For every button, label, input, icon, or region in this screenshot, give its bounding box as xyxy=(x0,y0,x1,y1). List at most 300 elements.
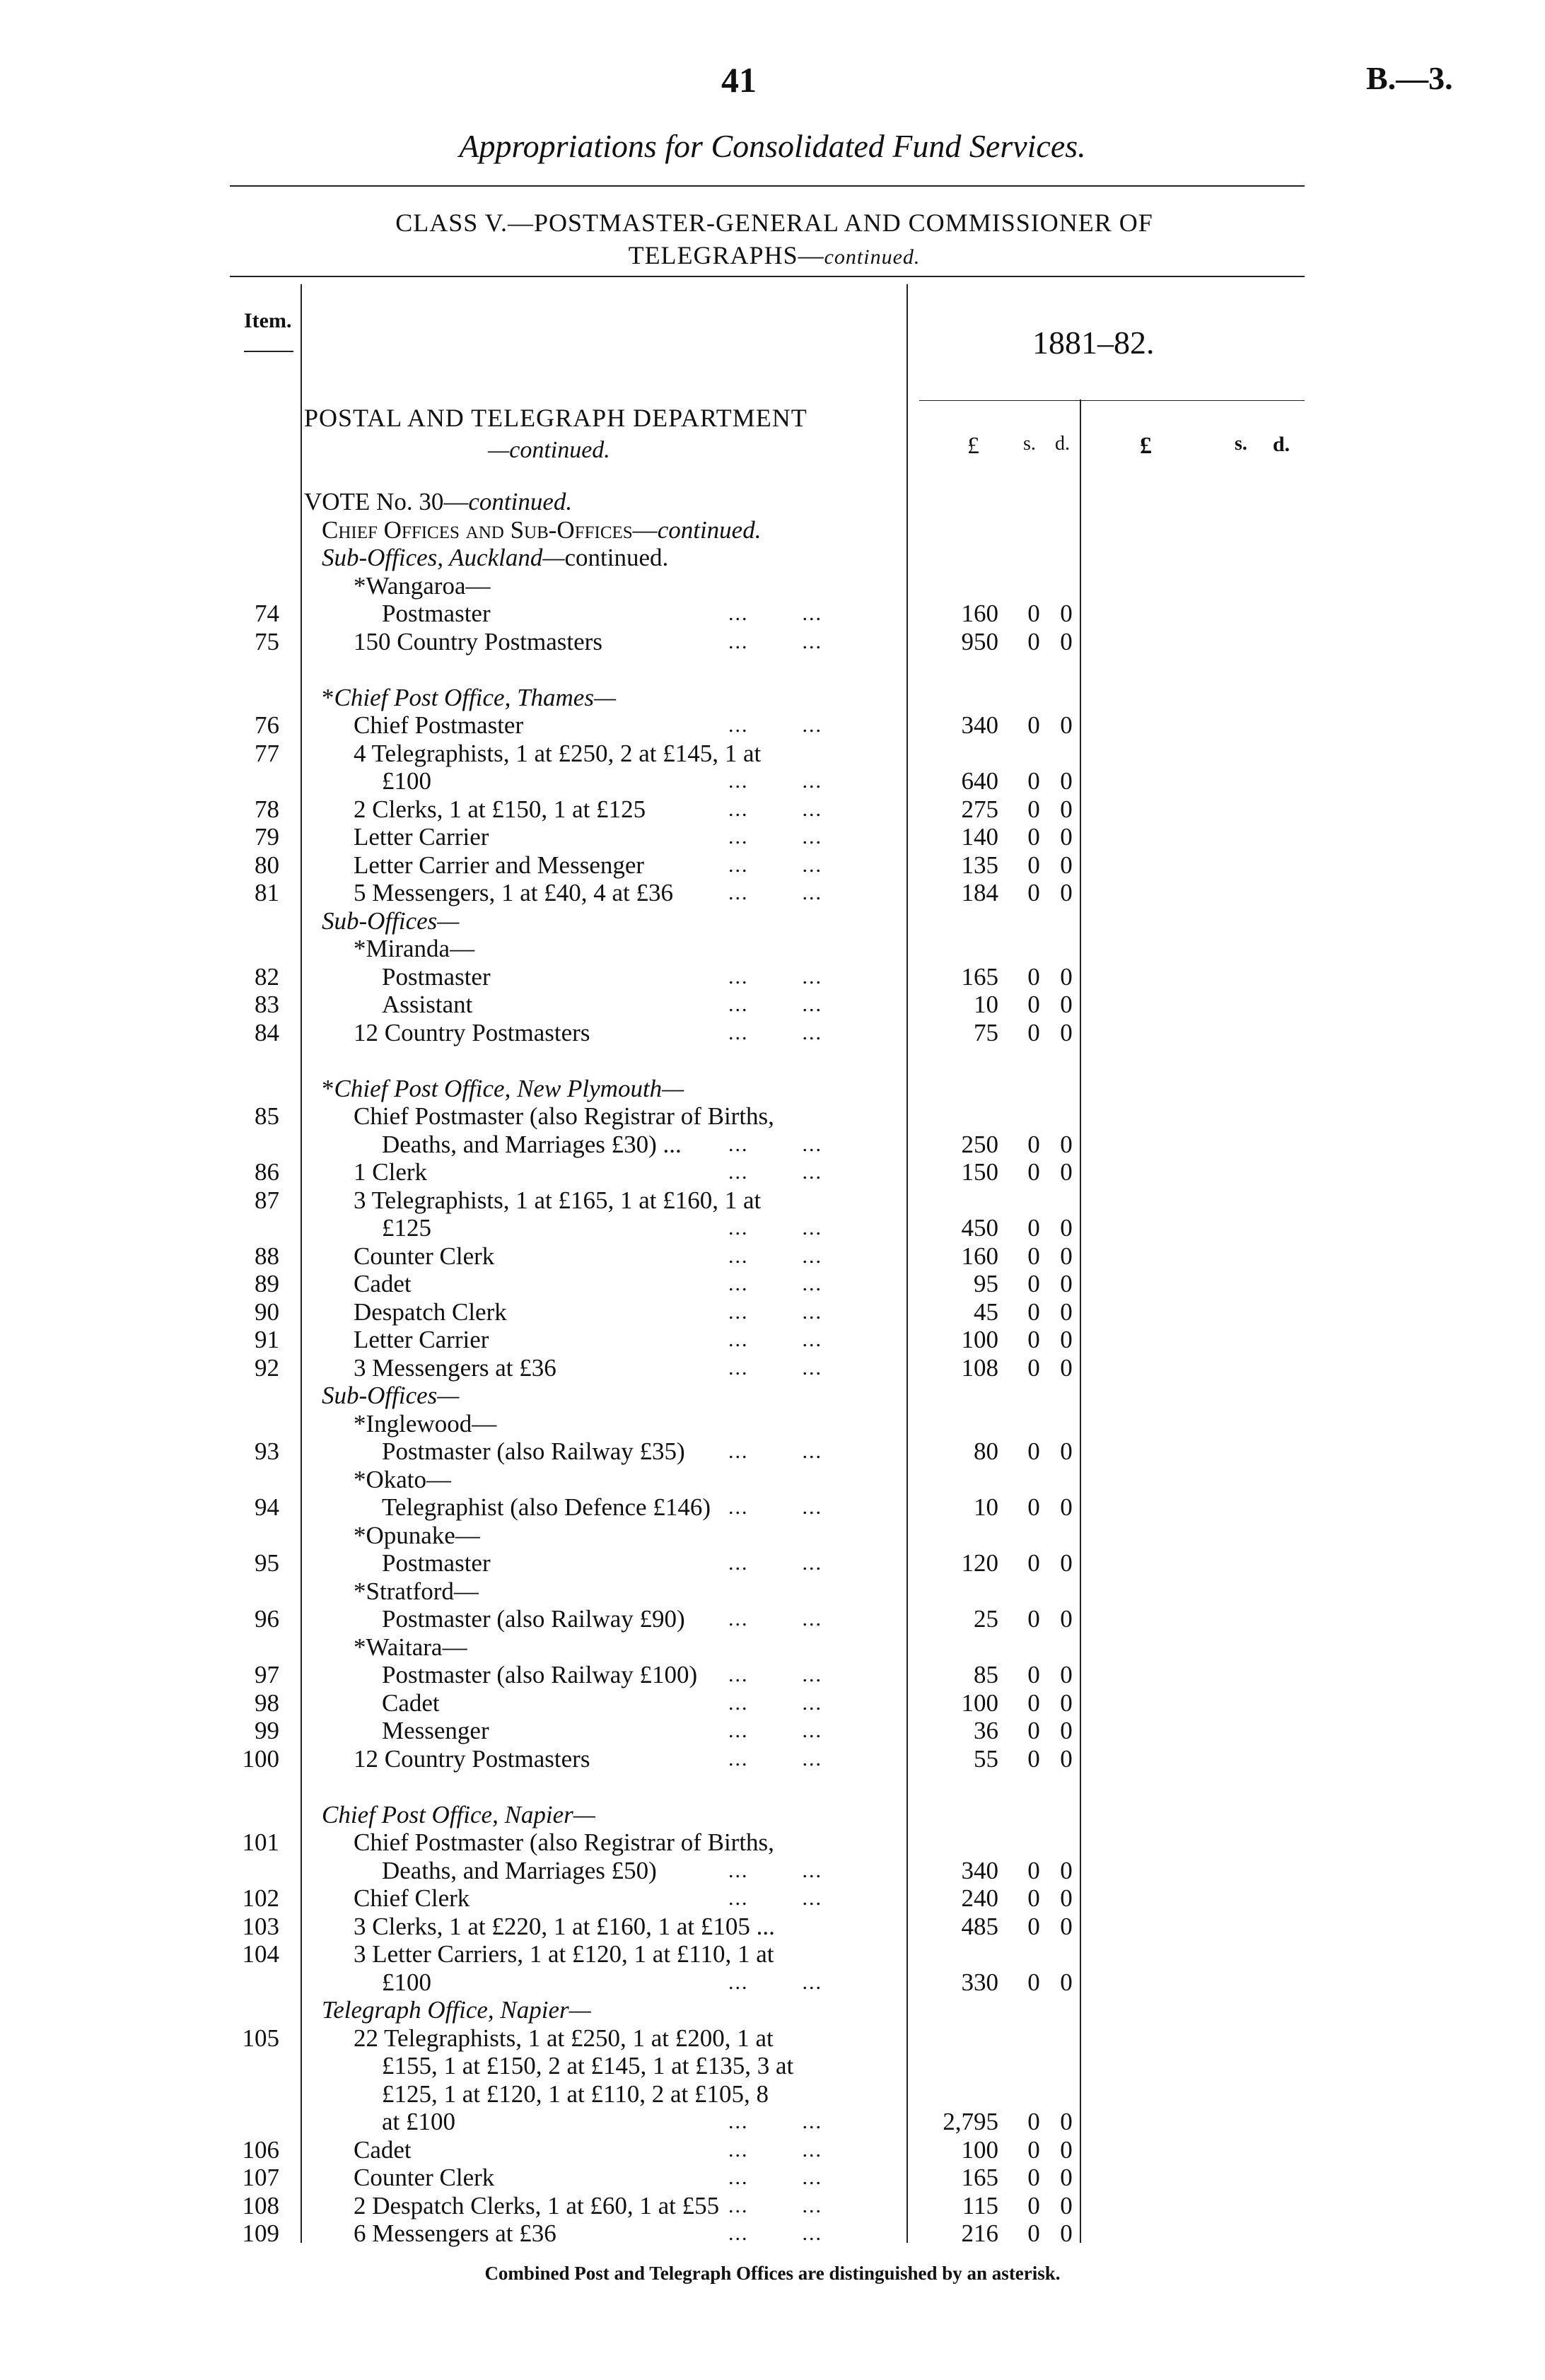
table-row xyxy=(0,1745,1545,1773)
leader-dots: ... ... xyxy=(728,630,822,653)
table-row xyxy=(0,1940,1545,1968)
amount-shillings: 0 xyxy=(1027,1884,1040,1912)
item-description: Postmaster xyxy=(382,963,491,991)
leader-dots: ... ... xyxy=(728,1216,822,1239)
leader-dots: ... ... xyxy=(728,769,822,793)
item-description: 3 Messengers at £36 xyxy=(354,1354,556,1382)
amount-shillings: 0 xyxy=(1027,1493,1040,1521)
amount-shillings: 0 xyxy=(1027,1298,1040,1326)
amount-shillings: 0 xyxy=(1027,1214,1040,1242)
item-number: 74 xyxy=(255,600,279,627)
table-row xyxy=(0,2192,1545,2220)
item-number: 107 xyxy=(242,2164,279,2191)
item-number: 82 xyxy=(255,963,279,991)
amount-pounds: 25 xyxy=(974,1605,998,1633)
table-row xyxy=(0,1633,1545,1662)
amount-pounds: 2,795 xyxy=(943,2108,998,2135)
item-description: Chief Postmaster xyxy=(354,711,524,739)
page-title: Appropriations for Consolidated Fund Services. xyxy=(459,128,1086,164)
table-row xyxy=(0,879,1545,907)
amount-pounds: 115 xyxy=(962,2192,998,2219)
table-row xyxy=(0,1968,1545,1997)
amount-pence: 0 xyxy=(1060,1745,1073,1773)
department-heading: POSTAL AND TELEGRAPH DEPARTMENT xyxy=(304,404,808,432)
item-number: 92 xyxy=(255,1354,279,1382)
table-row xyxy=(0,1382,1545,1410)
amount-shillings: 0 xyxy=(1027,1131,1040,1158)
amount-shillings: 0 xyxy=(1027,2108,1040,2135)
amount-pounds: 165 xyxy=(961,2164,998,2191)
item-description: £125, 1 at £120, 1 at £110, 2 at £105, 8 xyxy=(382,2080,769,2108)
table-row xyxy=(0,2164,1545,2192)
item-number: 95 xyxy=(255,1549,279,1577)
item-number: 79 xyxy=(255,823,279,851)
table-row xyxy=(0,1689,1545,1717)
table-row xyxy=(0,1298,1545,1326)
amount-pence: 0 xyxy=(1060,2136,1073,2164)
item-number: 80 xyxy=(255,851,279,879)
item-description: *Okato— xyxy=(354,1466,452,1493)
item-number: 99 xyxy=(255,1717,279,1744)
table-row xyxy=(0,795,1545,824)
item-header-underline xyxy=(244,351,293,352)
table-row xyxy=(0,1019,1545,1047)
item-description: 4 Telegraphists, 1 at £250, 2 at £145, 1 at xyxy=(354,740,762,767)
amount-pence: 0 xyxy=(1060,1270,1073,1297)
amount-shillings: 0 xyxy=(1027,1270,1040,1297)
amount-shillings: 0 xyxy=(1027,600,1040,627)
leader-dots: ... ... xyxy=(728,1328,822,1351)
item-description: Deaths, and Marriages £50) xyxy=(382,1857,657,1884)
amount-pence: 0 xyxy=(1060,1437,1073,1465)
pounds-header-1: £ xyxy=(967,433,979,459)
table-row xyxy=(0,1242,1545,1271)
amount-pence: 0 xyxy=(1060,2219,1073,2247)
item-description: Postmaster (also Railway £35) xyxy=(382,1437,685,1465)
amount-pounds: 80 xyxy=(974,1437,998,1465)
item-description: *Wangaroa— xyxy=(354,572,491,600)
table-row xyxy=(0,1605,1545,1633)
table-row xyxy=(0,991,1545,1019)
amount-pence: 0 xyxy=(1060,1661,1073,1688)
table-row xyxy=(0,1913,1545,1941)
item-description: £100 xyxy=(382,767,431,795)
item-description: Letter Carrier xyxy=(354,1326,489,1353)
amount-pounds: 640 xyxy=(961,767,998,795)
table-row xyxy=(0,2136,1545,2164)
amount-pence: 0 xyxy=(1060,1717,1073,1744)
table-row xyxy=(0,655,1545,684)
amount-pence: 0 xyxy=(1060,1158,1073,1186)
item-number: 84 xyxy=(255,1019,279,1046)
item-number: 77 xyxy=(255,740,279,767)
amount-shillings: 0 xyxy=(1027,1661,1040,1688)
item-description: *Stratford— xyxy=(354,1577,479,1605)
table-row xyxy=(0,1270,1545,1298)
pence-header-1: d. xyxy=(1055,433,1070,455)
amount-pence: 0 xyxy=(1060,1884,1073,1912)
amount-pounds: 108 xyxy=(961,1354,998,1382)
amount-shillings: 0 xyxy=(1027,2219,1040,2247)
amount-pence: 0 xyxy=(1060,1968,1073,1996)
table-row xyxy=(0,1801,1545,1829)
amount-pounds: 160 xyxy=(961,1242,998,1270)
table-row xyxy=(0,2052,1545,2080)
amount-pounds: 45 xyxy=(974,1298,998,1326)
table-row xyxy=(0,628,1545,656)
leader-dots: ... ... xyxy=(728,798,822,821)
item-number: 105 xyxy=(242,2024,279,2052)
table-row xyxy=(0,1131,1545,1159)
amount-pence: 0 xyxy=(1060,1549,1073,1577)
amount-pence: 0 xyxy=(1060,1857,1073,1884)
leader-dots: ... ... xyxy=(728,1160,822,1184)
item-number: 81 xyxy=(255,879,279,906)
table-row xyxy=(0,1158,1545,1186)
item-description: *Chief Post Office, Thames— xyxy=(322,684,617,711)
item-number: 108 xyxy=(242,2192,279,2219)
amount-pounds: 340 xyxy=(961,711,998,739)
amount-pounds: 160 xyxy=(961,600,998,627)
table-row xyxy=(0,516,1545,544)
item-number: 89 xyxy=(255,1270,279,1297)
table-row xyxy=(0,1996,1545,2024)
amount-shillings: 0 xyxy=(1027,823,1040,851)
amount-pence: 0 xyxy=(1060,2164,1073,2191)
amount-pence: 0 xyxy=(1060,851,1073,879)
table-row xyxy=(0,1046,1545,1075)
table-row xyxy=(0,1773,1545,1801)
leader-dots: ... ... xyxy=(728,993,822,1016)
footnote: Combined Post and Telegraph Offices are distinguished by an asterisk. xyxy=(484,2263,1061,2284)
item-description: *Chief Post Office, New Plymouth— xyxy=(322,1075,684,1102)
table-row xyxy=(0,2108,1545,2136)
item-description: 3 Clerks, 1 at £220, 1 at £160, 1 at £105 ... xyxy=(354,1913,775,1940)
amount-pounds: 85 xyxy=(974,1661,998,1688)
amount-shillings: 0 xyxy=(1027,1605,1040,1633)
table-row xyxy=(0,851,1545,880)
item-description: 22 Telegraphists, 1 at £250, 1 at £200, 1 at xyxy=(354,2024,774,2052)
leader-dots: ... ... xyxy=(728,1021,822,1044)
item-description: 12 Country Postmasters xyxy=(354,1745,590,1773)
table-row xyxy=(0,1326,1545,1354)
leader-dots: ... ... xyxy=(728,1356,822,1379)
leader-dots: ... ... xyxy=(728,2138,822,2162)
amount-pounds: 10 xyxy=(974,991,998,1018)
item-number: 101 xyxy=(242,1828,279,1856)
table-row xyxy=(0,488,1545,516)
amount-pence: 0 xyxy=(1060,1214,1073,1242)
item-number: 91 xyxy=(255,1326,279,1353)
item-number: 75 xyxy=(255,628,279,655)
table-row xyxy=(0,1493,1545,1522)
amount-shillings: 0 xyxy=(1027,1857,1040,1884)
item-description: *Inglewood— xyxy=(354,1410,497,1437)
item-number: 96 xyxy=(255,1605,279,1633)
table-row xyxy=(0,2024,1545,2053)
pounds-header-2: £ xyxy=(1140,433,1152,459)
pence-header-2: d. xyxy=(1273,433,1290,456)
table-row xyxy=(0,1354,1545,1382)
table-row xyxy=(0,935,1545,963)
item-number: 76 xyxy=(255,711,279,739)
item-description: Cadet xyxy=(382,1689,440,1717)
table-row xyxy=(0,1102,1545,1131)
item-description: 3 Letter Carriers, 1 at £120, 1 at £110, 1 at xyxy=(354,1940,774,1968)
item-description: Telegraphist (also Defence £146) xyxy=(382,1493,711,1521)
item-number: 93 xyxy=(255,1437,279,1465)
item-description: Letter Carrier xyxy=(354,823,489,851)
amount-pounds: 216 xyxy=(961,2219,998,2247)
amount-pounds: 250 xyxy=(961,1131,998,1158)
amount-shillings: 0 xyxy=(1027,711,1040,739)
item-number: 88 xyxy=(255,1242,279,1270)
item-column-header: Item. xyxy=(244,309,292,332)
amount-pence: 0 xyxy=(1060,1242,1073,1270)
leader-dots: ... ... xyxy=(728,713,822,737)
amount-pounds: 120 xyxy=(961,1549,998,1577)
item-number: 102 xyxy=(242,1884,279,1912)
amount-shillings: 0 xyxy=(1027,1326,1040,1353)
amount-pounds: 165 xyxy=(961,963,998,991)
item-description: *Opunake— xyxy=(354,1522,480,1549)
item-description: Postmaster (also Railway £100) xyxy=(382,1661,698,1688)
item-description: Chief Postmaster (also Registrar of Births, xyxy=(354,1102,774,1130)
year-header: 1881–82. xyxy=(1032,325,1155,361)
amount-shillings: 0 xyxy=(1027,1549,1040,1577)
page-number: 41 xyxy=(721,60,757,100)
amount-pounds: 75 xyxy=(974,1019,998,1046)
amount-pounds: 450 xyxy=(961,1214,998,1242)
table-row xyxy=(0,823,1545,851)
class-heading-line2: TELEGRAPHS—continued. xyxy=(628,241,921,269)
class-heading-line1: CLASS V.—POSTMASTER-GENERAL AND COMMISSIONER OF xyxy=(395,209,1153,237)
item-number: 109 xyxy=(242,2219,279,2247)
amount-pence: 0 xyxy=(1060,1605,1073,1633)
leader-dots: ... ... xyxy=(728,1551,822,1575)
report-reference: B.—3. xyxy=(1366,60,1453,96)
amount-pence: 0 xyxy=(1060,1689,1073,1717)
table-row xyxy=(0,544,1545,572)
amount-pence: 0 xyxy=(1060,1913,1073,1940)
leader-dots: ... ... xyxy=(728,2222,822,2245)
item-description: Deaths, and Marriages £30) ... xyxy=(382,1131,682,1158)
table-row xyxy=(0,1549,1545,1577)
item-description: Sub-Offices— xyxy=(322,1382,460,1409)
leader-dots: ... ... xyxy=(728,602,822,625)
amount-pounds: 100 xyxy=(961,2136,998,2164)
amount-shillings: 0 xyxy=(1027,1242,1040,1270)
leader-dots: ... ... xyxy=(728,1244,822,1268)
shillings-header-1: s. xyxy=(1023,433,1036,455)
table-row xyxy=(0,684,1545,712)
table-row xyxy=(0,1522,1545,1550)
item-description: 2 Clerks, 1 at £150, 1 at £125 xyxy=(354,795,646,823)
item-description: 6 Messengers at £36 xyxy=(354,2219,556,2247)
leader-dots: ... ... xyxy=(728,2194,822,2217)
amount-pounds: 275 xyxy=(961,795,998,823)
amount-shillings: 0 xyxy=(1027,1019,1040,1046)
amount-shillings: 0 xyxy=(1027,879,1040,906)
amount-pounds: 184 xyxy=(961,879,998,906)
table-row xyxy=(0,1884,1545,1913)
item-description: Postmaster (also Railway £90) xyxy=(382,1605,685,1633)
amount-pence: 0 xyxy=(1060,963,1073,991)
item-description: *Waitara— xyxy=(354,1633,467,1661)
item-description: 2 Despatch Clerks, 1 at £60, 1 at £55 xyxy=(354,2192,720,2219)
leader-dots: ... ... xyxy=(728,881,822,904)
item-description: Chief Postmaster (also Registrar of Births, xyxy=(354,1828,774,1856)
item-number: 97 xyxy=(255,1661,279,1688)
item-number: 78 xyxy=(255,795,279,823)
table-row xyxy=(0,1828,1545,1857)
table-row xyxy=(0,1717,1545,1745)
table-row xyxy=(0,572,1545,600)
leader-dots: ... ... xyxy=(728,2110,822,2133)
item-description: 150 Country Postmasters xyxy=(354,628,602,655)
shillings-header-2: s. xyxy=(1235,433,1247,455)
amount-pounds: 485 xyxy=(961,1913,998,1940)
item-description: Sub-Offices, Auckland—continued. xyxy=(322,544,669,571)
leader-dots: ... ... xyxy=(728,1272,822,1295)
amount-pounds: 240 xyxy=(961,1884,998,1912)
leader-dots: ... ... xyxy=(728,853,822,877)
table-row xyxy=(0,1466,1545,1494)
amount-pence: 0 xyxy=(1060,767,1073,795)
top-rule xyxy=(230,185,1305,187)
amount-pounds: 950 xyxy=(961,628,998,655)
item-number: 103 xyxy=(242,1913,279,1940)
item-description: Counter Clerk xyxy=(354,1242,495,1270)
header-rule xyxy=(230,276,1305,277)
amount-pence: 0 xyxy=(1060,2108,1073,2135)
leader-dots: ... ... xyxy=(728,965,822,988)
amount-shillings: 0 xyxy=(1027,795,1040,823)
item-description: *Miranda— xyxy=(354,935,475,962)
leader-dots: ... ... xyxy=(728,1859,822,1882)
amount-pounds: 340 xyxy=(961,1857,998,1884)
leader-dots: ... ... xyxy=(728,1886,822,1910)
amount-pence: 0 xyxy=(1060,1326,1073,1353)
item-description: 5 Messengers, 1 at £40, 4 at £36 xyxy=(354,879,674,906)
table-row xyxy=(0,907,1545,935)
item-number: 85 xyxy=(255,1102,279,1130)
amount-shillings: 0 xyxy=(1027,2192,1040,2219)
amount-shillings: 0 xyxy=(1027,767,1040,795)
item-description: Cadet xyxy=(354,1270,412,1297)
amount-pence: 0 xyxy=(1060,823,1073,851)
item-number: 83 xyxy=(255,991,279,1018)
leader-dots: ... ... xyxy=(728,2166,822,2189)
amount-pounds: 140 xyxy=(961,823,998,851)
item-description: Chief Offices and Sub-Offices—continued. xyxy=(322,516,762,544)
item-number: 104 xyxy=(242,1940,279,1968)
table-row xyxy=(0,1075,1545,1103)
table-row xyxy=(0,1186,1545,1215)
item-number: 87 xyxy=(255,1186,279,1214)
item-number: 86 xyxy=(255,1158,279,1186)
item-description: Assistant xyxy=(382,991,473,1018)
amount-shillings: 0 xyxy=(1027,1913,1040,1940)
amount-header-rule xyxy=(919,400,1305,401)
amount-pence: 0 xyxy=(1060,879,1073,906)
amount-pence: 0 xyxy=(1060,711,1073,739)
amount-pounds: 100 xyxy=(961,1689,998,1717)
item-description: VOTE No. 30—continued. xyxy=(304,488,573,515)
class-heading xyxy=(297,206,1252,274)
table-row xyxy=(0,1410,1545,1438)
amount-pounds: 55 xyxy=(974,1745,998,1773)
amount-pounds: 150 xyxy=(961,1158,998,1186)
leader-dots: ... ... xyxy=(728,1440,822,1463)
amount-pounds: 135 xyxy=(961,851,998,879)
table-row xyxy=(0,600,1545,628)
table-row xyxy=(0,1437,1545,1466)
department-continued: —continued. xyxy=(488,437,610,463)
leader-dots: ... ... xyxy=(728,1663,822,1686)
leader-dots: ... ... xyxy=(728,1495,822,1519)
table-row xyxy=(0,1577,1545,1606)
table-row xyxy=(0,767,1545,795)
item-description: at £100 xyxy=(382,2108,456,2135)
leader-dots: ... ... xyxy=(728,1971,822,1994)
table-row xyxy=(0,963,1545,991)
amount-pence: 0 xyxy=(1060,1019,1073,1046)
item-description: Postmaster xyxy=(382,600,491,627)
leader-dots: ... ... xyxy=(728,1607,822,1631)
amount-pounds: 10 xyxy=(974,1493,998,1521)
amount-shillings: 0 xyxy=(1027,1717,1040,1744)
item-number: 90 xyxy=(255,1298,279,1326)
amount-shillings: 0 xyxy=(1027,2164,1040,2191)
amount-shillings: 0 xyxy=(1027,1354,1040,1382)
item-description: Letter Carrier and Messenger xyxy=(354,851,645,879)
item-description: 1 Clerk xyxy=(354,1158,428,1186)
amount-pence: 0 xyxy=(1060,2192,1073,2219)
item-description: Cadet xyxy=(354,2136,412,2164)
amount-pence: 0 xyxy=(1060,1493,1073,1521)
item-description: £155, 1 at £150, 2 at £145, 1 at £135, 3 at xyxy=(382,2052,794,2079)
leader-dots: ... ... xyxy=(728,1719,822,1742)
item-description: 12 Country Postmasters xyxy=(354,1019,590,1046)
amount-pounds: 100 xyxy=(961,1326,998,1353)
amount-pence: 0 xyxy=(1060,1298,1073,1326)
amount-shillings: 0 xyxy=(1027,1158,1040,1186)
amount-pounds: 330 xyxy=(961,1968,998,1996)
item-description: Telegraph Office, Napier— xyxy=(322,1996,591,2024)
item-number: 100 xyxy=(242,1745,279,1773)
amount-shillings: 0 xyxy=(1027,851,1040,879)
item-description: Sub-Offices— xyxy=(322,907,460,935)
table-row xyxy=(0,1661,1545,1689)
item-description: Postmaster xyxy=(382,1549,491,1577)
item-number: 106 xyxy=(242,2136,279,2164)
leader-dots: ... ... xyxy=(728,1691,822,1715)
item-description: Despatch Clerk xyxy=(354,1298,507,1326)
amount-pounds: 95 xyxy=(974,1270,998,1297)
amount-pence: 0 xyxy=(1060,795,1073,823)
table-row xyxy=(0,1214,1545,1242)
leader-dots: ... ... xyxy=(728,1133,822,1156)
leader-dots: ... ... xyxy=(728,1300,822,1324)
item-description: Counter Clerk xyxy=(354,2164,495,2191)
amount-pence: 0 xyxy=(1060,1354,1073,1382)
amount-shillings: 0 xyxy=(1027,991,1040,1018)
table-row xyxy=(0,1857,1545,1885)
amount-pence: 0 xyxy=(1060,600,1073,627)
item-description: 3 Telegraphists, 1 at £165, 1 at £160, 1 at xyxy=(354,1186,762,1214)
table-row xyxy=(0,2219,1545,2248)
